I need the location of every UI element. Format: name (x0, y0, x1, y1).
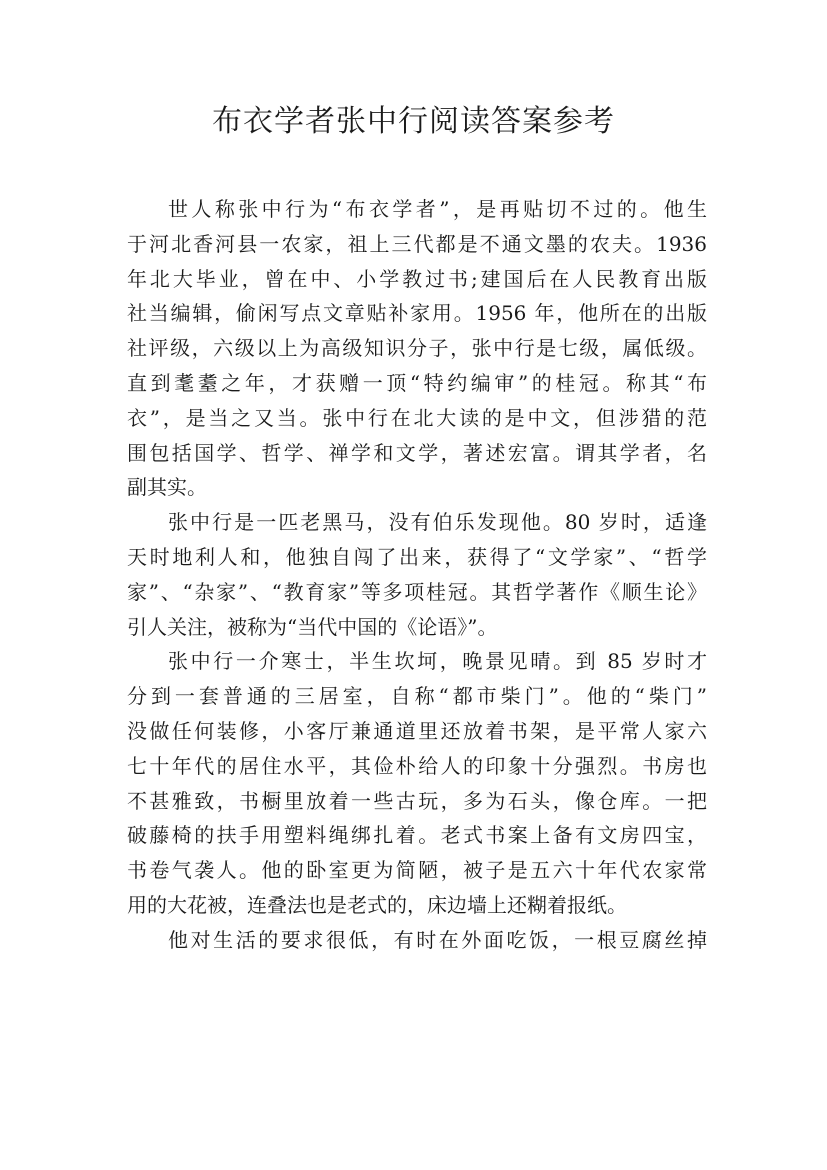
text-line: 破藤椅的扶手用塑料绳绑扎着。老式书案上备有文房四宝， (127, 823, 707, 848)
text-line: 他对生活的要求很低，有时在外面吃饭，一根豆腐丝掉 (168, 927, 707, 952)
document-title: 布衣学者张中行阅读答案参考 (212, 104, 615, 139)
text-line: 天时地利人和，他独自闯了出来，获得了“文学家”、“哲学 (127, 544, 707, 569)
text-line: 衣”，是当之又当。张中行在北大读的是中文，但涉猎的范 (127, 405, 707, 430)
text-line: 年北大毕业，曾在中、小学教过书;建国后在人民教育出版 (127, 266, 707, 291)
text-line: 围包括国学、哲学、禅学和文学，著述宏富。谓其学者，名 (127, 440, 707, 465)
text-line: 引人关注，被称为“当代中国的《论语》”。 (127, 614, 498, 639)
text-line: 不甚雅致，书橱里放着一些古玩，多为石头，像仓库。一把 (127, 788, 707, 813)
text-line: 七十年代的居住水平，其俭朴给人的印象十分强烈。书房也 (127, 753, 707, 778)
text-line: 世人称张中行为“布衣学者”，是再贴切不过的。他生 (168, 197, 707, 221)
text-line: 张中行是一匹老黑马，没有伯乐发现他。80 岁时，适逢 (168, 510, 707, 535)
article-body (127, 192, 707, 958)
text-line: 用的大花被，连叠法也是老式的，床边墙上还糊着报纸。 (127, 892, 627, 917)
text-line: 副其实。 (127, 475, 207, 500)
text-line: 张中行一介寒士，半生坎坷，晚景见晴。到 85 岁时才 (168, 649, 707, 674)
text-line: 社评级，六级以上为高级知识分子，张中行是七级，属低级。 (127, 336, 707, 361)
text-line: 书卷气袭人。他的卧室更为简陋，被子是五六十年代农家常 (127, 858, 707, 883)
text-line: 没做任何装修，小客厅兼通道里还放着书架，是平常人家六 (127, 718, 707, 743)
text-line: 社当编辑，偷闲写点文章贴补家用。1956 年，他所在的出版 (127, 301, 707, 326)
text-line: 直到耄耋之年，才获赠一顶“特约编审”的桂冠。称其“布 (127, 370, 707, 395)
text-line: 分到一套普通的三居室，自称“都市柴门”。他的“柴门” (127, 684, 707, 709)
text-line: 家”、“杂家”、“教育家”等多项桂冠。其哲学著作《顺生论》 (127, 579, 707, 604)
text-line: 于河北香河县一农家，祖上三代都是不通文墨的农夫。1936 (127, 231, 707, 256)
